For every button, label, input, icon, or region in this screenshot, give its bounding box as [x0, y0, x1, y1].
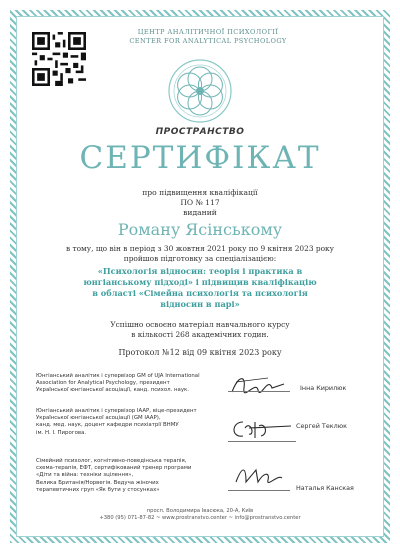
footer-contacts: +380 (95) 071-87-82 ~ www.prostranstvo.center ~ info@prostranstvo.center: [99, 515, 301, 521]
footer-address: просп. Володимира Івасюка, 20-А, Київ: [146, 508, 254, 514]
signatory-3-name: Наталья Канская: [296, 484, 354, 492]
subtitle-line: про підвищення кваліфікації: [142, 188, 258, 197]
period-text: [30, 244, 370, 264]
desc-line: Української юнгіанської асоціації, канд. психол. наук.: [36, 387, 190, 394]
signatory-2-description: [36, 408, 236, 437]
program-line: юнгіанському підході» і підвищив кваліфікацію: [83, 277, 317, 287]
subtitle-line: виданий: [183, 208, 217, 217]
desc-line: схема-терапія, ЕФТ, сертифікований тренер програми: [36, 465, 192, 472]
signatory-2-name: Сергей Теклюк: [296, 422, 347, 430]
completion-text: [40, 320, 360, 340]
completion-line: Успішно освоєно матеріал навчального курсу: [110, 320, 290, 329]
brand-name: ПРОСТРАНСТВО: [155, 127, 245, 137]
desc-line: ім. Н. І. Пирогова.: [36, 429, 87, 436]
signatory-1-name: Інна Кирилюк: [300, 384, 347, 392]
desc-line: «Діти та війна: техніки зцілення»,: [36, 472, 134, 479]
desc-line: Юнгіанський аналітик і супервізор IAAP, віце-президент: [36, 408, 197, 414]
desc-line: Української юнгіанської асоціації (GM IAAP),: [36, 415, 161, 422]
period-line: в тому, що він в період з 30 жовтня 2021 року по 9 квітня 2023 року: [65, 244, 335, 253]
signature-2-icon: [225, 412, 295, 444]
recipient-name: Роману Ясінському: [117, 220, 283, 239]
signature-1-icon: [228, 370, 288, 400]
certificate-subtitle: [40, 188, 360, 218]
desc-line: Association for Analytical Psychology, президент: [36, 380, 170, 387]
mandala-logo-icon: [167, 58, 233, 124]
desc-line: Сімейний психолог, когнітивно-поведінська терапія,: [36, 458, 187, 464]
program-line: відносин в парі»: [160, 299, 240, 309]
signature-line: [228, 391, 290, 392]
program-line: «Психологія відносин: теорія і практика в: [97, 266, 303, 276]
signature-line: [228, 490, 290, 491]
program-line: в області «Сімейна психологія та психологія: [92, 288, 308, 298]
certificate-number: ПО № 117: [180, 198, 220, 207]
protocol-line: Протокол №12 від 09 квітня 2023 року: [118, 348, 282, 357]
center-name-en: CENTER FOR ANALYTICAL PSYCHOLOGY: [129, 37, 287, 45]
desc-line: терапевтичних груп «Як бути у стосунках»: [36, 486, 160, 493]
center-name: [118, 28, 298, 46]
signature-3-icon: [232, 462, 287, 490]
footer: [40, 508, 360, 522]
program-title: [50, 266, 350, 310]
completion-line: в кількості 268 академічних годин.: [131, 330, 269, 339]
center-name-ua: ЦЕНТР АНАЛІТИЧНОЇ ПСИХОЛОГІЇ: [137, 28, 279, 36]
signature-line: [228, 441, 296, 442]
period-line: пройшов підготовку за спеціалізацією:: [123, 254, 277, 263]
signatory-3-description: [36, 458, 236, 494]
desc-line: канд. мед. наук, доцент кафедри психіатрії ВНМУ: [36, 422, 179, 429]
qr-code-icon: [32, 32, 86, 86]
desc-line: Юнгіанський аналітик і супервізор GM of UJA International: [36, 373, 200, 379]
desc-line: Велика Британія/Норвегія. Ведуча жіночих: [36, 479, 159, 486]
signatory-1-description: [36, 373, 236, 395]
certificate-title: СЕРТИФІКАТ: [79, 140, 321, 176]
